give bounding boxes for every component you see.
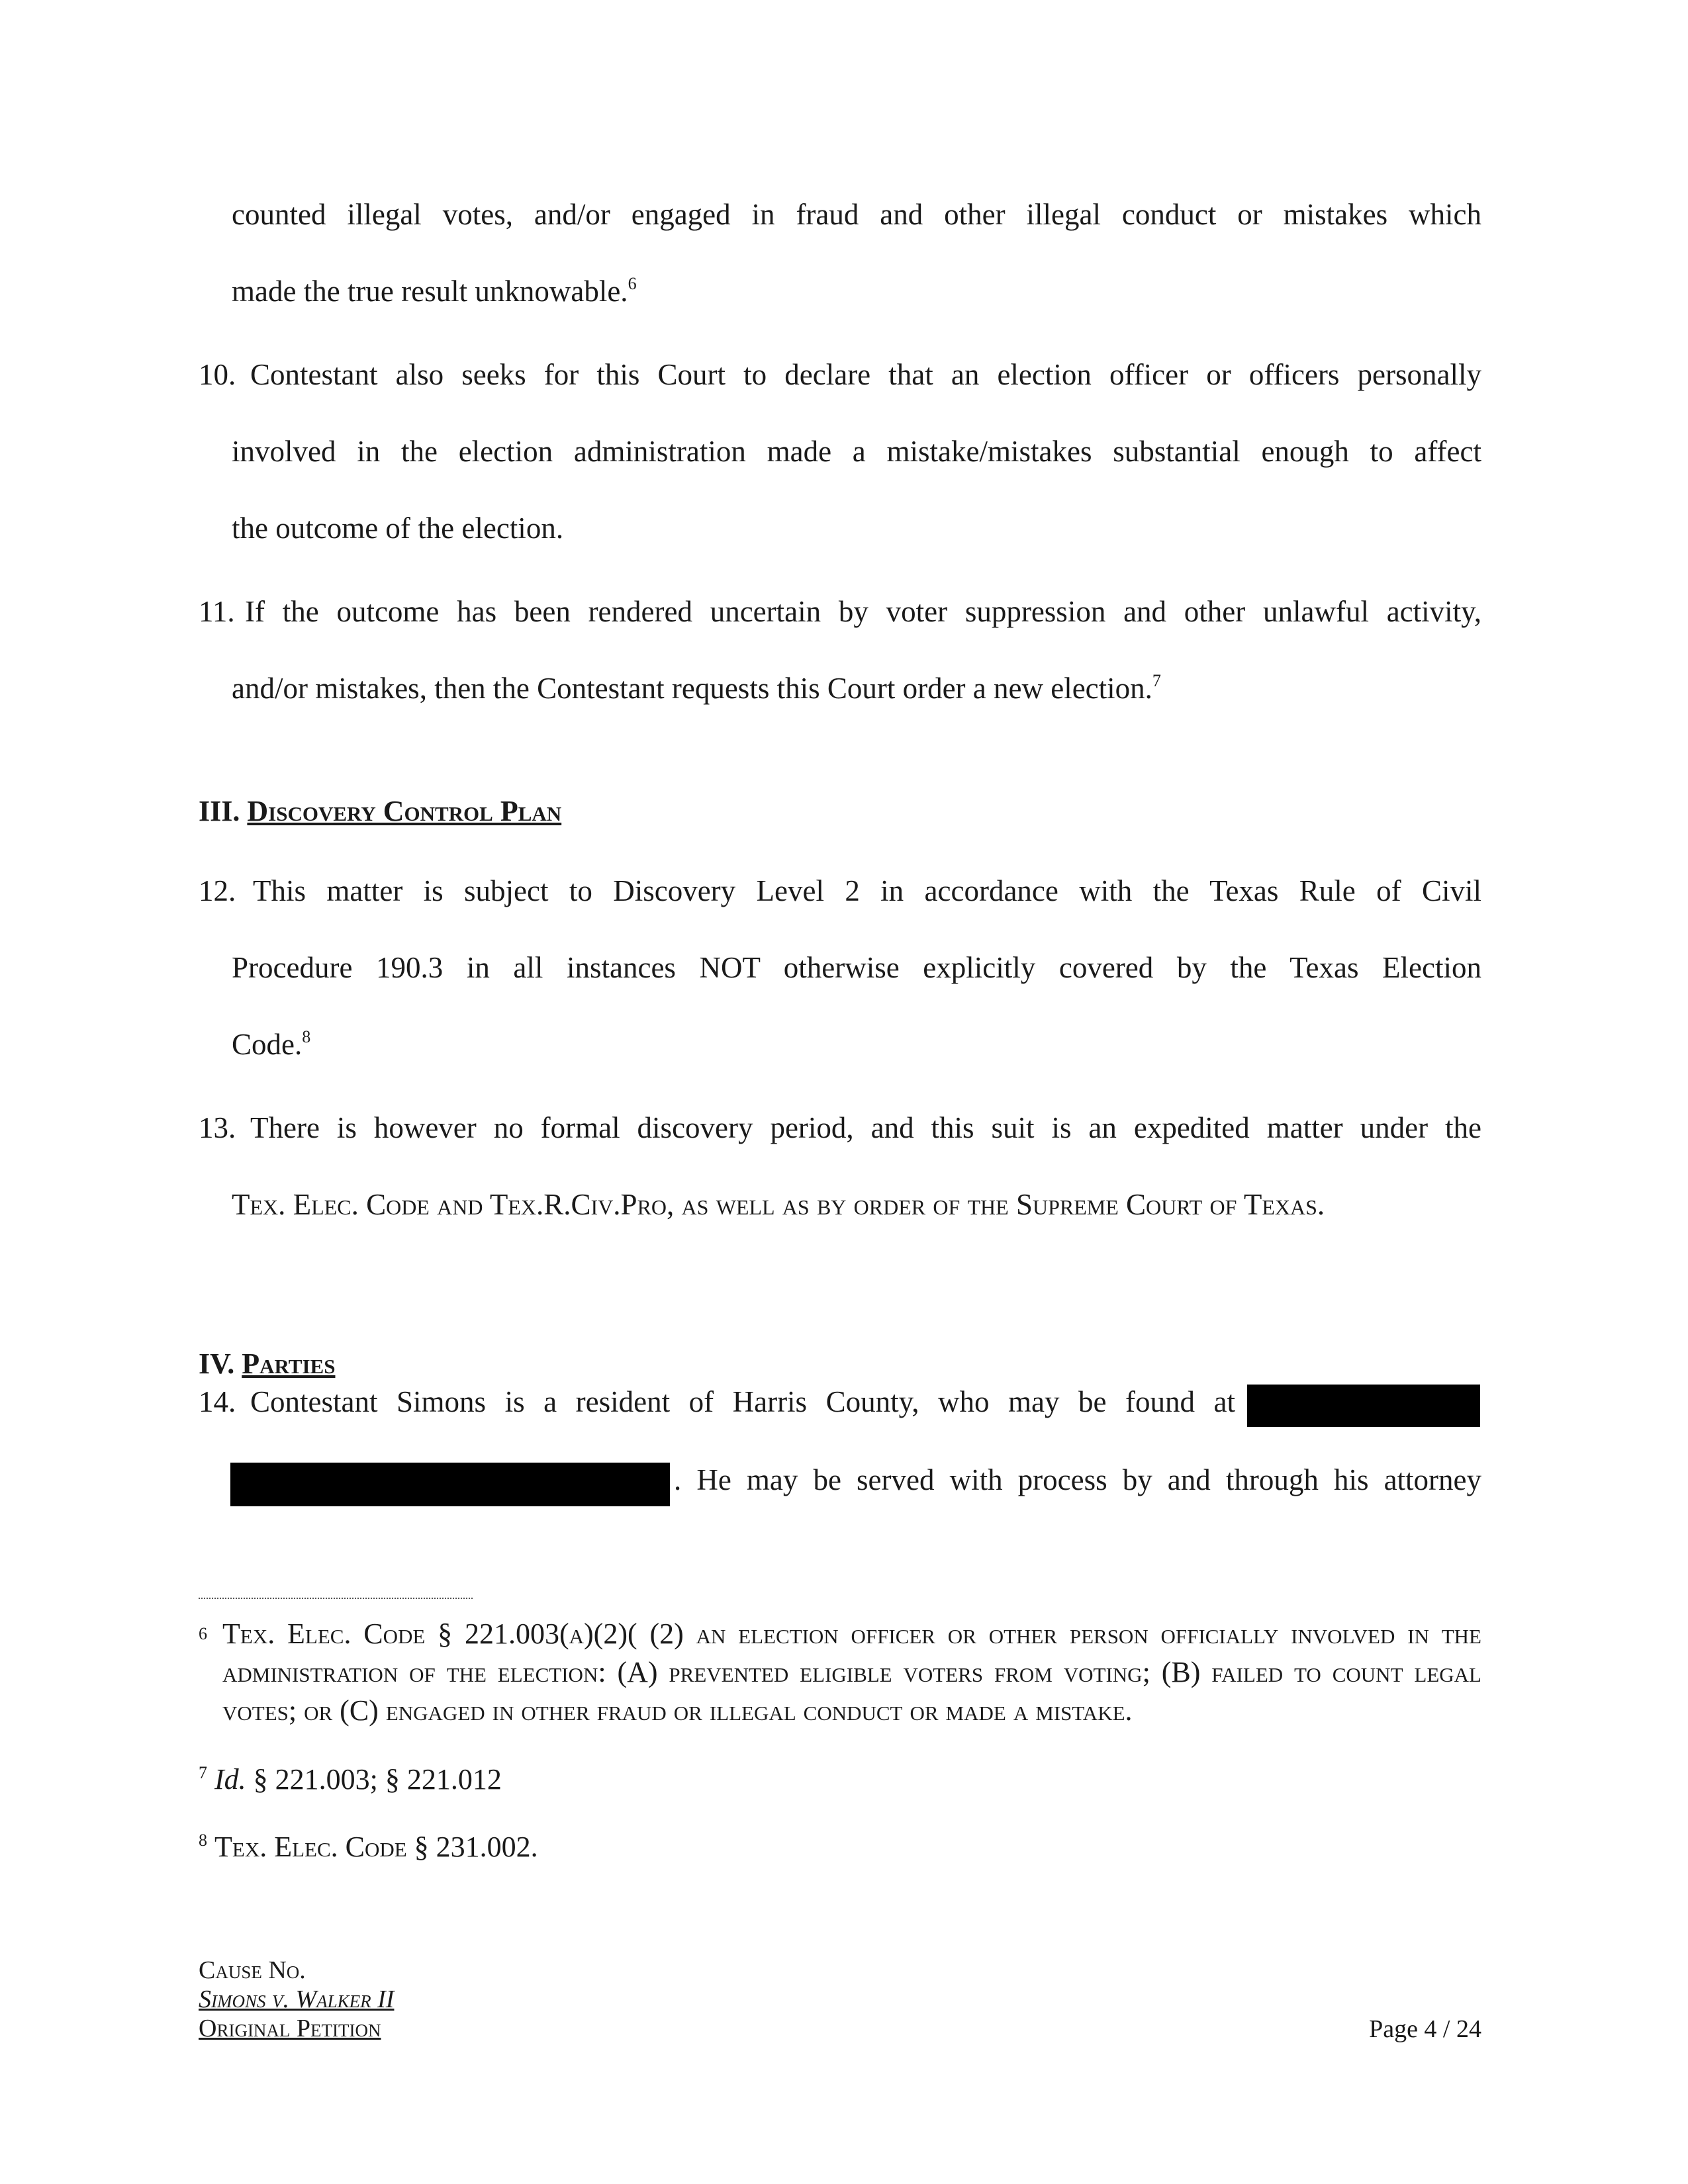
para12-line3: Code.$^8$ bbox=[232, 1027, 311, 1061]
para10-number: 10. bbox=[199, 358, 236, 391]
para9-line1: counted illegal votes, and/or engaged in fraud and other illegal conduct or mistakes which bbox=[232, 198, 1481, 231]
footnote-separator bbox=[199, 1598, 473, 1599]
para13-line2: Tex. Elec. Code and Tex.R.Civ.Pro, as well as by order of the Supreme Court of Texas. bbox=[232, 1188, 1325, 1221]
redaction-box bbox=[1247, 1385, 1480, 1427]
footnote-7: $^7$ Id. § 221.003; § 221.012 bbox=[199, 1763, 502, 1796]
para13-number: 13. bbox=[199, 1111, 236, 1144]
case-name: Simons v. Walker II bbox=[199, 1985, 395, 2013]
para10-line2: involved in the election administration made a mistake/mistakes substantial enough to affect bbox=[232, 435, 1481, 468]
section-heading-discovery: III. Discovery Control Plan bbox=[199, 795, 562, 827]
para9-line2: made the true result unknowable.$^6$ bbox=[232, 274, 637, 308]
section-heading-parties: IV. Parties bbox=[199, 1347, 336, 1380]
para14-line2: . He may be served with process by and through his attorney bbox=[674, 1463, 1481, 1496]
document-title: Original Petition bbox=[199, 2015, 381, 2042]
para13-line1: There is however no formal discovery period, and this suit is an expedited matter under the bbox=[250, 1111, 1481, 1144]
para12-number: 12. bbox=[199, 874, 236, 907]
page-number: Page 4 / 24 bbox=[1369, 2015, 1481, 2043]
para12-line2: Procedure 190.3 in all instances NOT otherwise explicitly covered by the Texas Election bbox=[232, 951, 1481, 984]
redaction-box bbox=[230, 1463, 670, 1506]
para12-line1: This matter is subject to Discovery Level 2 in accordance with the Texas Rule of Civil bbox=[253, 874, 1481, 907]
footnote-ref-8[interactable]: 8 bbox=[302, 1027, 311, 1046]
para10-line3: the outcome of the election. bbox=[232, 512, 564, 545]
para10-line1: Contestant also seeks for this Court to declare that an election officer or officers personally bbox=[250, 358, 1481, 391]
footer-block bbox=[199, 1956, 394, 2043]
para14-line1: Contestant Simons is a resident of Harris County, who may be found at bbox=[250, 1385, 1235, 1418]
para11-line2: and/or mistakes, then the Contestant requests this Court order a new election.$^7$ bbox=[232, 671, 1161, 705]
footnote-6: 6 Tex. Elec. Code § 221.003(a)(2)( (2) an election officer or other person officially involved in the administration of the election: (A) prevented eligible voters from voting; (B) failed to count legal votes; or (C) engaged in other fraud or illegal conduct or made a mistake. bbox=[199, 1617, 1481, 1727]
para11-line1: If the outcome has been rendered uncertain by voter suppression and other unlawful activity, bbox=[245, 595, 1481, 628]
footnote-ref-7[interactable]: 7 bbox=[1152, 671, 1161, 690]
para14-number: 14. bbox=[199, 1385, 236, 1418]
footnote-ref-6[interactable]: 6 bbox=[628, 274, 637, 293]
para11-number: 11. bbox=[199, 595, 235, 628]
footnote-8: $^8$ Tex. Elec. Code § 231.002. bbox=[199, 1831, 538, 1863]
cause-number: Cause No. bbox=[199, 1956, 306, 1984]
